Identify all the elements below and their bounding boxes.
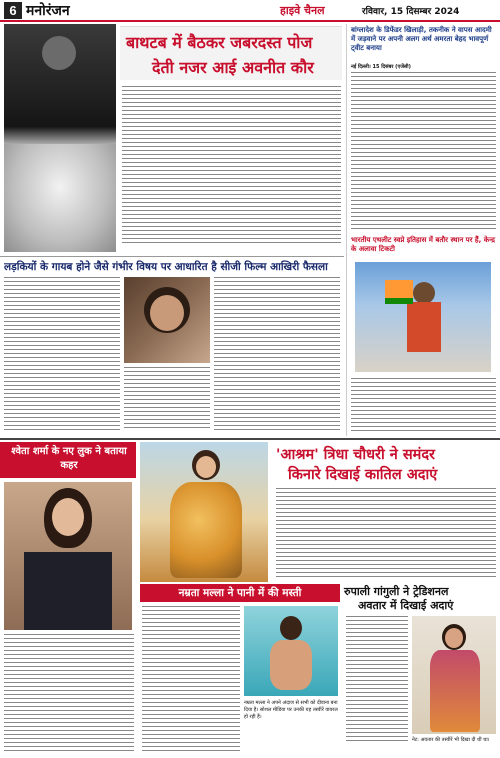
rupali-photo — [412, 616, 496, 734]
section-title: मनोरंजन — [26, 3, 70, 19]
rupali-headline-1: रुपाली गांगुली ने ट्रेडिशनल — [344, 585, 449, 598]
story-avneet — [0, 24, 343, 254]
cg-film-body-text-3 — [214, 277, 340, 433]
ashram-headline-1: 'आश्रम' त्रिधा चौधरी ने समंदर — [276, 447, 435, 463]
namrata-photo — [244, 606, 338, 696]
shweta-photo — [4, 482, 132, 630]
rupali-caption: नेट: अवतार की तस्वीरें भी दिखा दी थीं था। — [412, 737, 490, 743]
shweta-headline: श्वेता शर्मा के नए लुक ने बताया कहर — [11, 446, 127, 471]
ashram-headline-2: किनारे दिखाई कातिल अदाएं — [288, 467, 438, 483]
sports-caption: नई दिल्ली। 15 दिसंबर (एजेंसी) — [351, 64, 411, 70]
rupali-headline-2: अवतार में दिखाई अदाएं — [358, 599, 454, 612]
avneet-headline-2: देती नजर आई अवनीत कौर — [152, 58, 314, 77]
sports-subheadline: भारतीय एथलीट स्वप्ने इतिहास में बतौर स्थान पर हैं, केन्द्र के अलावा टिकटी — [351, 236, 495, 253]
avneet-headline-box — [120, 26, 342, 80]
page-number: 6 — [4, 2, 22, 19]
story-shweta — [0, 442, 136, 756]
sports-box — [346, 24, 498, 436]
avneet-photo — [4, 24, 116, 252]
cg-film-body-text-2 — [124, 367, 210, 431]
namrata-headline: नम्रता मल्ला ने पानी में की मस्ती — [178, 587, 302, 599]
namrata-body-text — [142, 606, 240, 754]
cg-film-photo — [124, 277, 210, 363]
masthead — [0, 0, 500, 22]
sports-headline: बांग्लादेश के डिफेंडर खिलाड़ी, तकनीक ने वापस आदमी में जड़वाने पर अपनी अलग अर्थ अमरता बेहद भावपूर्ण ट्वीट बनाया — [351, 26, 492, 52]
cg-film-headline: लड़कियों के गायब होने जैसे गंभीर विषय पर आधारित है सीजी फिल्म आखिरी फैसला — [4, 261, 328, 273]
cg-film-body-text — [4, 277, 120, 433]
masthead-date: रविवार, 15 दिसम्बर 2024 — [362, 7, 460, 17]
ashram-photo — [140, 442, 268, 582]
avneet-body-text — [122, 86, 341, 246]
avneet-headline-1: बाथटब में बैठकर जबरदस्त पोज — [126, 33, 313, 52]
rupali-body-text — [346, 616, 408, 744]
sports-body-text — [351, 72, 496, 232]
story-rupali — [344, 584, 498, 756]
story-namrata — [140, 584, 340, 756]
namrata-caption: नम्रता मल्ला ने अपने अंदाज से सभी को दीवाना बना दिया है। सोशल मीडिया पर उनकी यह तस्वीरें वायरल हो रही हैं। — [244, 700, 338, 720]
shweta-body-text — [4, 634, 134, 754]
ashram-body-text — [276, 488, 496, 580]
athlete-photo — [355, 262, 491, 372]
sports-body-text-2 — [351, 378, 496, 434]
brand-logo: हाइवे चैनल — [280, 4, 325, 17]
story-ashram — [140, 442, 498, 582]
story-cg-film — [0, 256, 344, 436]
